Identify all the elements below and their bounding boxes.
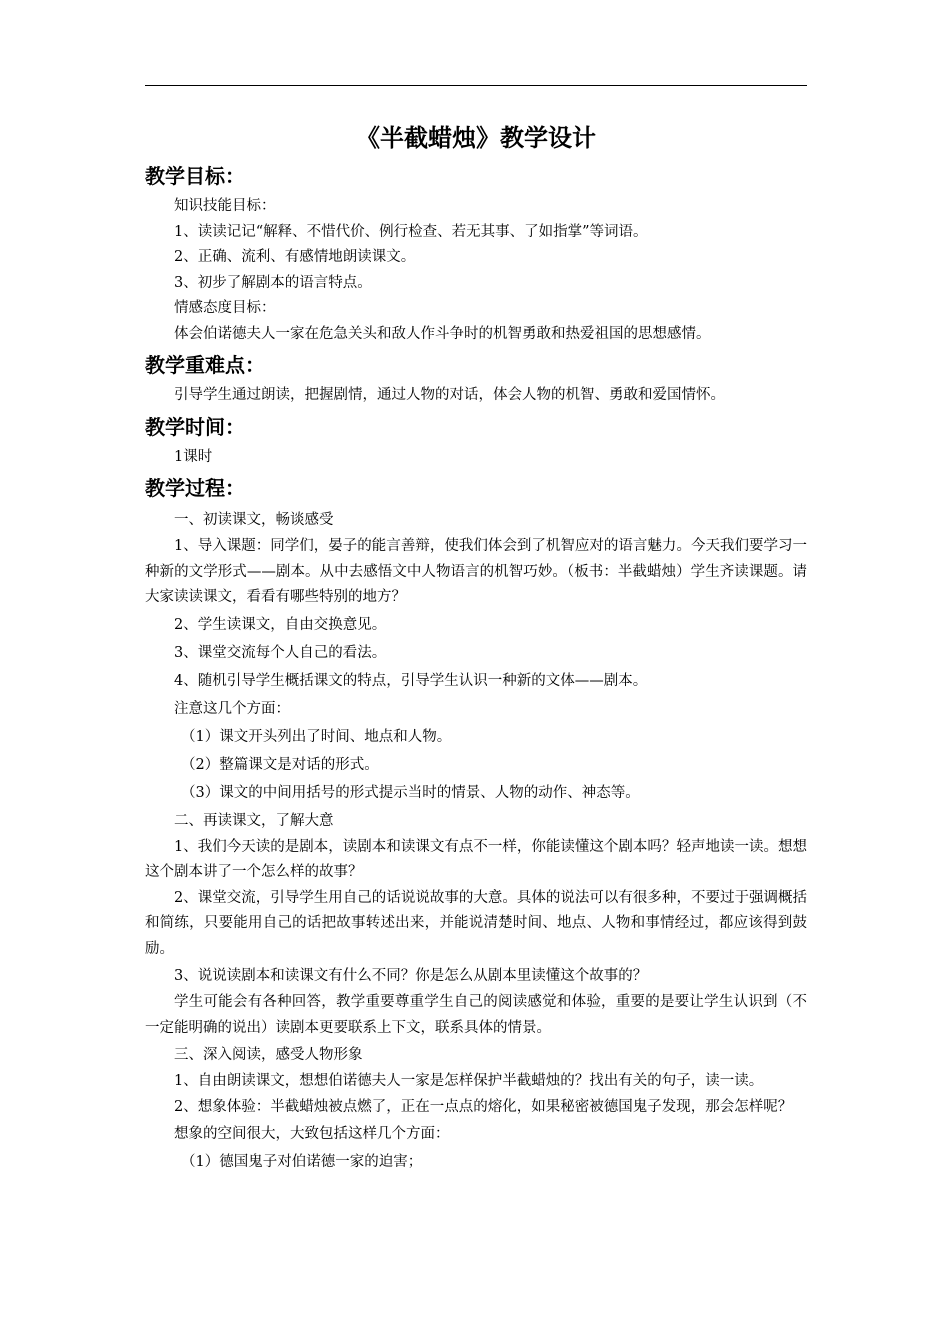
goal-item: 1、读读记记“解释、不惜代价、例行检查、若无其事、了如指掌”等词语。	[174, 223, 648, 240]
note-item: （3）课文的中间用括号的形式提示当时的情景、人物的动作、神态等。	[181, 784, 640, 801]
section-title: 三、深入阅读，感受人物形象	[174, 1047, 363, 1063]
paragraph: 3、说说读剧本和读课文有什么不同？你是怎么从剧本里读懂这个故事的？	[174, 968, 648, 984]
heading-difficulty: 教学重难点：	[145, 353, 265, 377]
paragraph: 2、学生读课文，自由交换意见。	[174, 616, 387, 633]
heading-time: 教学时间：	[145, 414, 245, 439]
paragraph: 4、随机引导学生概括课文的特点，引导学生认识一种新的文体——剧本。	[174, 672, 648, 689]
emotion-text: 体会伯诺德夫人一家在危急关头和敌人作斗争时的机智勇敢和热爱祖国的思想感情。	[174, 325, 711, 342]
goal-item: 3、初步了解剧本的语言特点。	[174, 274, 372, 291]
paragraph: 学生可能会有各种回答，教学重要尊重学生自己的阅读感觉和体验，重要的是要让学生认识到（不一定能明确的说出）读剧本更要联系上下文，联系具体的情景。	[145, 994, 807, 1036]
paragraph: 2、课堂交流，引导学生用自己的话说说故事的大意。具体的说法可以有很多种，不要过于强调概括和简练，只要能用自己的话把故事转述出来，并能说清楚时间、地点、人物和事情经过，都应该得到鼓励。	[145, 889, 807, 957]
note-item: （2）整篇课文是对话的形式。	[181, 756, 379, 773]
paragraph: 1、导入课题：同学们，晏子的能言善辩，使我们体会到了机智应对的语言魅力。今天我们要学习一种新的文学形式——剧本。从中去感悟文中人物语言的机智巧妙。（板书：半截蜡烛）学生齐读课题。请大家读读课文，看看有哪些特别的地方？	[145, 538, 807, 605]
knowledge-label: 知识技能目标：	[174, 198, 276, 214]
heading-goals: 教学目标：	[145, 164, 245, 188]
note-item: （1）课文开头列出了时间、地点和人物。	[181, 728, 452, 745]
difficulty-text: 引导学生通过朗读，把握剧情，通过人物的对话，体会人物的机智、勇敢和爱国情怀。	[174, 387, 725, 403]
document-title: 《半截蜡烛》教学设计	[356, 123, 596, 152]
paragraph: 想象的空间很大，大致包括这样几个方面：	[174, 1126, 450, 1142]
goal-item: 2、正确、流利、有感情地朗读课文。	[174, 249, 416, 265]
note-item: （1）德国鬼子对伯诺德一家的迫害；	[181, 1154, 423, 1170]
paragraph: 3、课堂交流每个人自己的看法。	[174, 644, 387, 661]
section-title: 一、初读课文，畅谈感受	[174, 512, 334, 528]
heading-process: 教学过程：	[145, 476, 245, 500]
emotion-label: 情感态度目标：	[174, 300, 276, 316]
time-text: 1课时	[174, 448, 213, 465]
paragraph: 2、想象体验：半截蜡烛被点燃了，正在一点点的熔化，如果秘密被德国鬼子发现，那会怎样呢？	[174, 1098, 793, 1115]
note-label: 注意这几个方面：	[174, 700, 290, 717]
header-rule	[145, 85, 807, 86]
document-page	[145, 118, 807, 1176]
section-title: 二、再读课文，了解大意	[174, 812, 334, 829]
paragraph: 1、我们今天读的是剧本，读剧本和读课文有点不一样，你能读懂这个剧本吗？轻声地读一读。想想这个剧本讲了一个怎么样的故事？	[145, 838, 807, 880]
paragraph: 1、自由朗读课文，想想伯诺德夫人一家是怎样保护半截蜡烛的？找出有关的句子，读一读。	[174, 1073, 764, 1089]
